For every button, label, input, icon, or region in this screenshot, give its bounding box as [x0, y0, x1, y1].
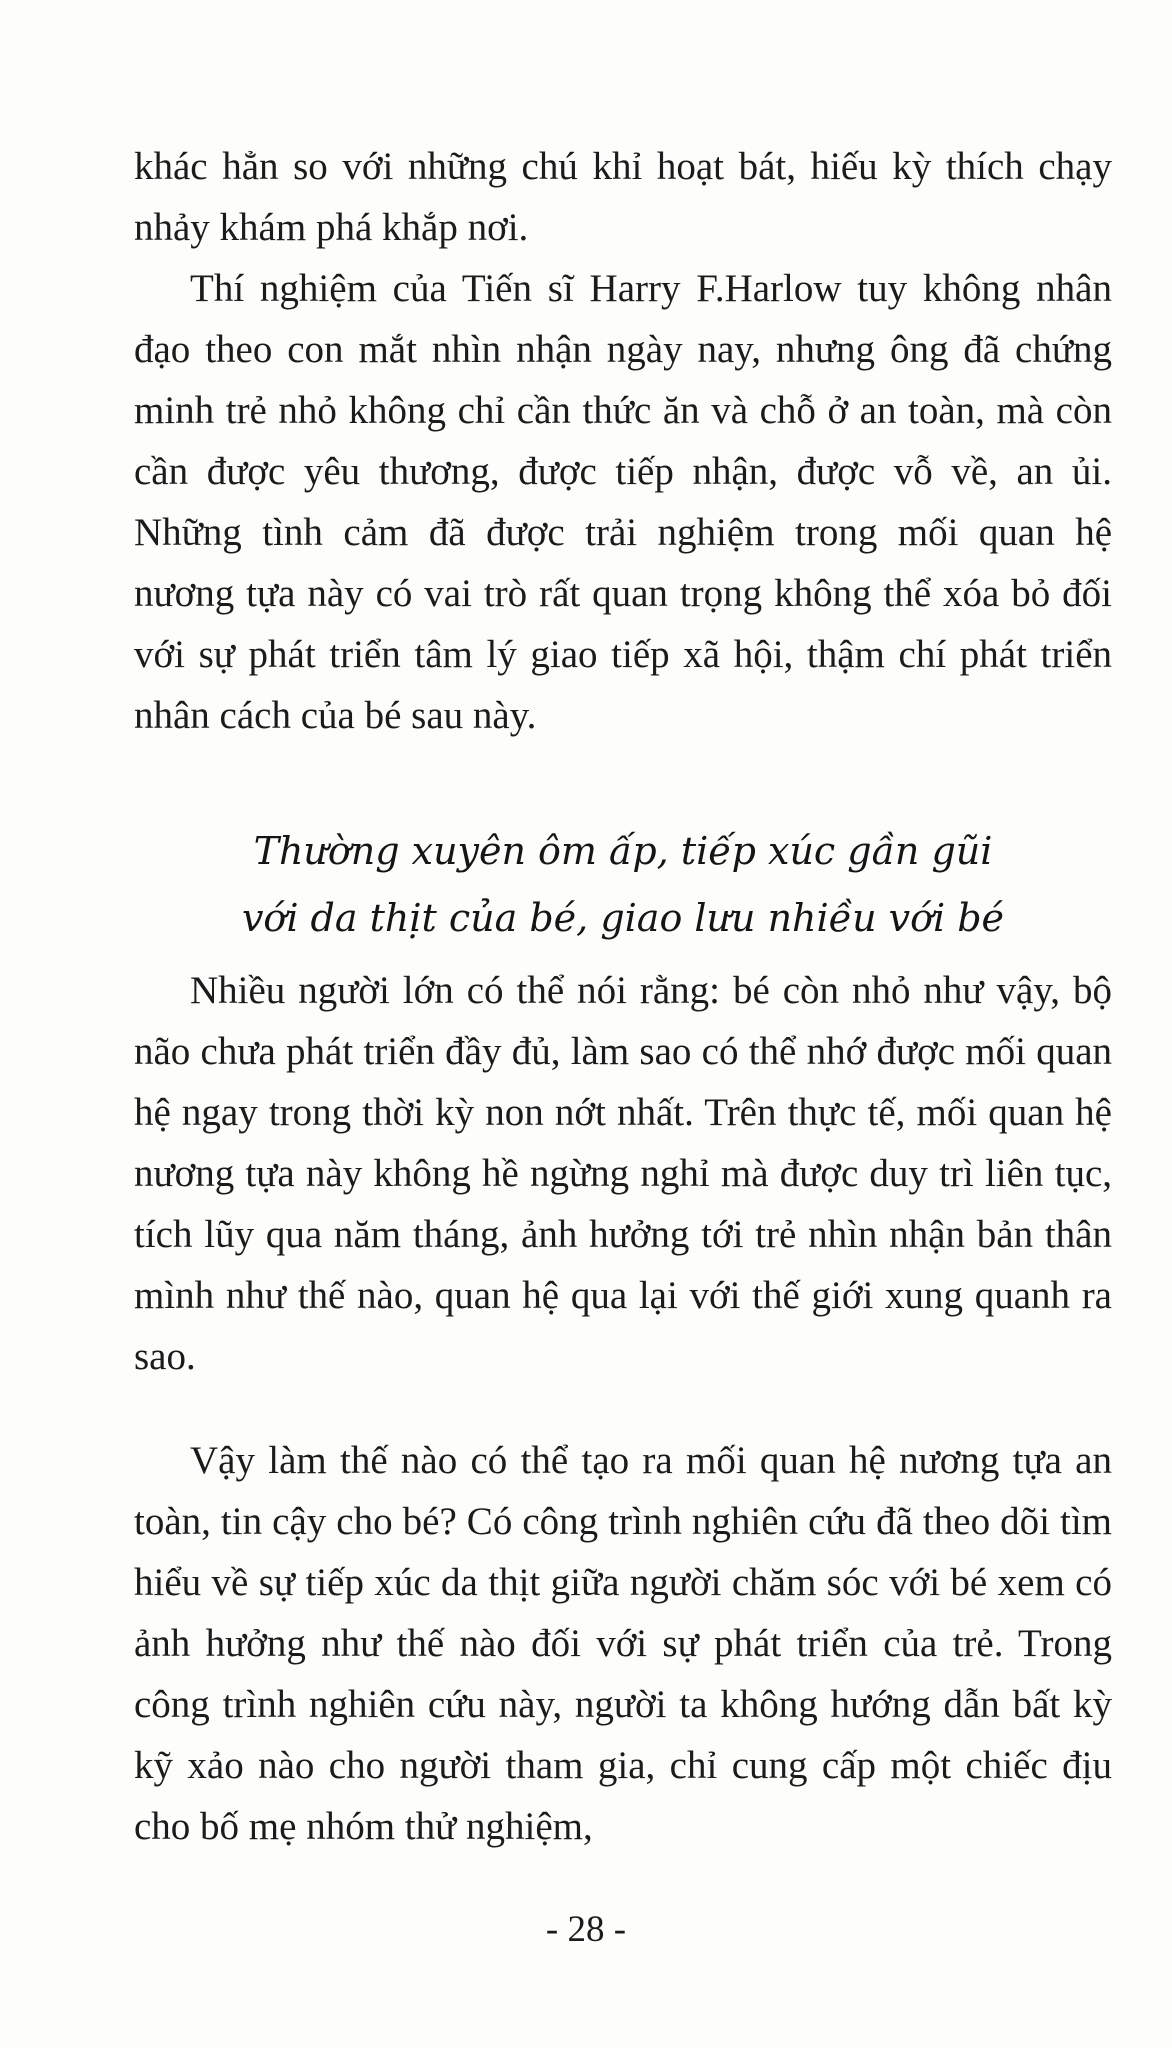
paragraph-text: Thí nghiệm của Tiến sĩ Harry F.Harlow tuy không nhân đạo theo con mắt nhìn nhận ngày nay, nhưng ông đã chứng minh trẻ nhỏ không chỉ cần thức ăn và chỗ ở an toàn, mà còn cần được yêu thương, được tiếp nhận, được vỗ về, an ủi. Những tình cảm đã được trải nghiệm trong mối quan hệ nương tựa này có vai trò rất quan trọng không thể xóa bỏ đối với sự phát triển tâm lý giao tiếp xã hội, thậm chí phát triển nhân cách của bé sau này. — [134, 267, 1112, 737]
paragraph-harlow-experiment — [134, 258, 1112, 746]
page-number: - 28 - — [545, 1909, 627, 1950]
paragraph-attachment — [134, 960, 1112, 1387]
paragraph-research — [134, 1430, 1112, 1857]
section-heading-line-2: với da thịt của bé, giao lưu nhiều với bé — [241, 896, 1005, 940]
paragraph-text: khác hẳn so với những chú khỉ hoạt bát, hiếu kỳ thích chạy nhảy khám phá khắp nơi. — [134, 145, 1112, 249]
section-heading-line-1: Thường xuyên ôm ấp, tiếp xúc gần gũi — [253, 829, 993, 873]
paragraph-text: Vậy làm thế nào có thể tạo ra mối quan hệ nương tựa an toàn, tin cậy cho bé? Có công trình nghiên cứu đã theo dõi tìm hiểu về sự tiếp xúc da thịt giữa người chăm sóc với bé xem có ảnh hưởng như thế nào đối với sự phát triển của trẻ. Trong công trình nghiên cứu này, người ta không hướng dẫn bất kỳ kỹ xảo nào cho người tham gia, chỉ cung cấp một chiếc địu cho bố mẹ nhóm thử nghiệm, — [134, 1439, 1112, 1848]
paragraph-text: Nhiều người lớn có thể nói rằng: bé còn nhỏ như vậy, bộ não chưa phát triển đầy đủ, làm sao có thể nhớ được mối quan hệ ngay trong thời kỳ non nớt nhất. Trên thực tế, mối quan hệ nương tựa này không hề ngừng nghỉ mà được duy trì liên tục, tích lũy qua năm tháng, ảnh hưởng tới trẻ nhìn nhận bản thân mình như thế nào, quan hệ qua lại với thế giới xung quanh ra sao. — [134, 969, 1112, 1378]
paragraph-continuation — [134, 136, 1112, 258]
section-heading — [134, 818, 1112, 952]
